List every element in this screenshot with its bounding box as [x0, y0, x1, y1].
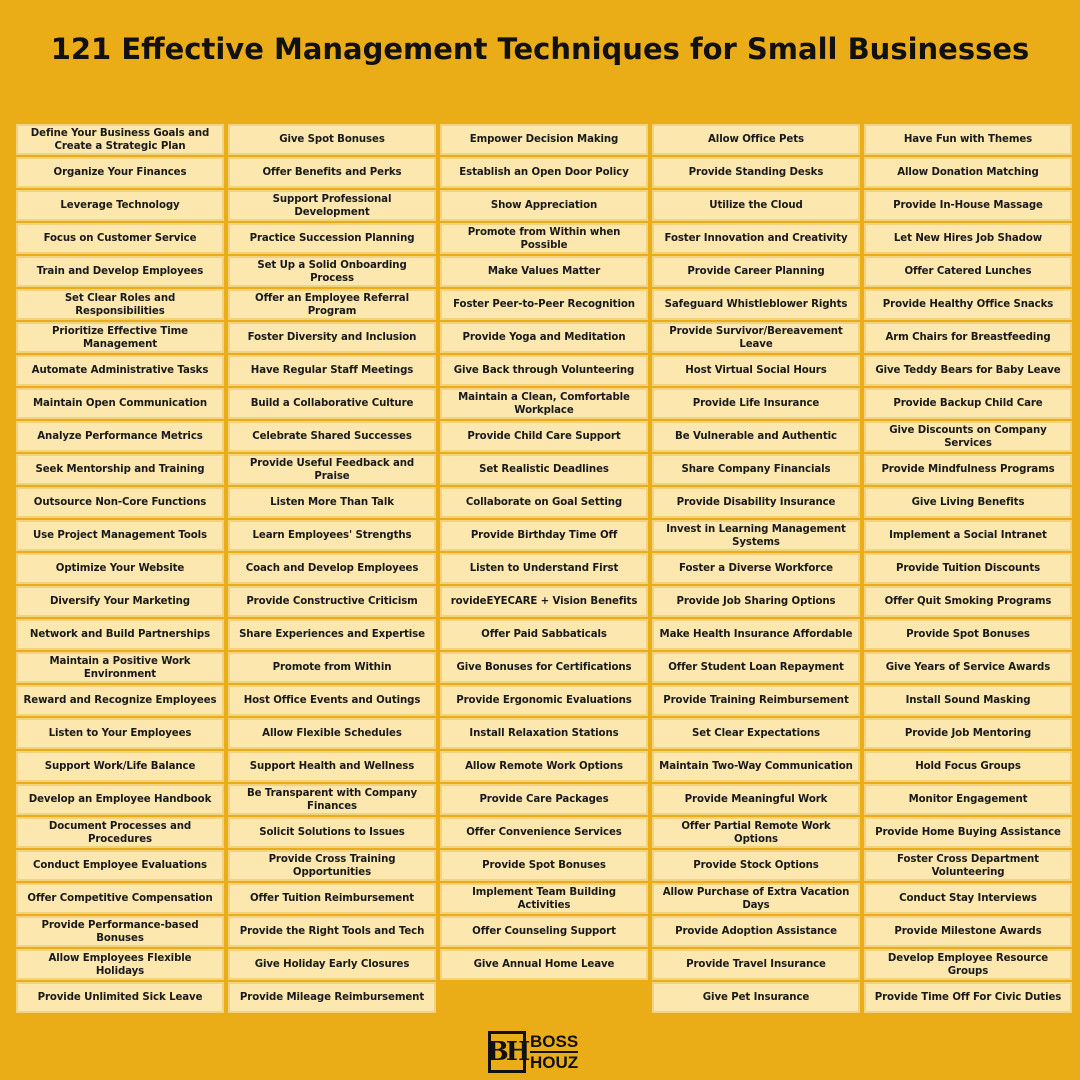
technique-item: Maintain a Clean, Comfortable Workplace	[440, 388, 648, 419]
technique-item: Share Company Financials	[652, 454, 860, 485]
technique-item: Build a Collaborative Culture	[228, 388, 436, 419]
technique-item: Offer Quit Smoking Programs	[864, 586, 1072, 617]
technique-item: Provide Job Mentoring	[864, 718, 1072, 749]
technique-item: Provide Standing Desks	[652, 157, 860, 188]
technique-item: Promote from Within	[228, 652, 436, 683]
technique-item: Provide Job Sharing Options	[652, 586, 860, 617]
technique-item: Provide Backup Child Care	[864, 388, 1072, 419]
technique-item: Provide Mileage Reimbursement	[228, 982, 436, 1013]
technique-item: Safeguard Whistleblower Rights	[652, 289, 860, 320]
technique-item: Network and Build Partnerships	[16, 619, 224, 650]
technique-item: Make Values Matter	[440, 256, 648, 287]
technique-column-5	[864, 124, 1072, 1013]
technique-item: Offer Benefits and Perks	[228, 157, 436, 188]
technique-item: Train and Develop Employees	[16, 256, 224, 287]
technique-item: Provide Constructive Criticism	[228, 586, 436, 617]
technique-item: Foster Innovation and Creativity	[652, 223, 860, 254]
technique-item: Provide the Right Tools and Tech	[228, 916, 436, 947]
technique-item: Allow Flexible Schedules	[228, 718, 436, 749]
technique-item: Foster Cross Department Volunteering	[864, 850, 1072, 881]
technique-item: Define Your Business Goals and Create a Strategic Plan	[16, 124, 224, 155]
technique-item: Prioritize Effective Time Management	[16, 322, 224, 353]
technique-item: Provide Spot Bonuses	[864, 619, 1072, 650]
technique-item: Foster Diversity and Inclusion	[228, 322, 436, 353]
technique-item: Offer Catered Lunches	[864, 256, 1072, 287]
technique-item: Empower Decision Making	[440, 124, 648, 155]
technique-item: Provide Cross Training Opportunities	[228, 850, 436, 881]
technique-item: Outsource Non-Core Functions	[16, 487, 224, 518]
logo-mark: BH	[488, 1031, 526, 1073]
technique-item: Allow Remote Work Options	[440, 751, 648, 782]
technique-item: Allow Employees Flexible Holidays	[16, 949, 224, 980]
technique-item: Install Relaxation Stations	[440, 718, 648, 749]
technique-item: Optimize Your Website	[16, 553, 224, 584]
technique-item: Provide Yoga and Meditation	[440, 322, 648, 353]
technique-item: Offer an Employee Referral Program	[228, 289, 436, 320]
technique-item: Provide Spot Bonuses	[440, 850, 648, 881]
technique-item: Set Realistic Deadlines	[440, 454, 648, 485]
technique-item: Show Appreciation	[440, 190, 648, 221]
technique-item: Diversify Your Marketing	[16, 586, 224, 617]
technique-item: Invest in Learning Management Systems	[652, 520, 860, 551]
technique-item: Give Annual Home Leave	[440, 949, 648, 980]
technique-item: Give Teddy Bears for Baby Leave	[864, 355, 1072, 386]
technique-item: Have Fun with Themes	[864, 124, 1072, 155]
technique-item: Be Transparent with Company Finances	[228, 784, 436, 815]
technique-item: Monitor Engagement	[864, 784, 1072, 815]
technique-item: Offer Student Loan Repayment	[652, 652, 860, 683]
technique-item: Give Back through Volunteering	[440, 355, 648, 386]
technique-item: Give Pet Insurance	[652, 982, 860, 1013]
technique-item: Analyze Performance Metrics	[16, 421, 224, 452]
technique-item: Have Regular Staff Meetings	[228, 355, 436, 386]
technique-item: Implement a Social Intranet	[864, 520, 1072, 551]
technique-item: Provide Stock Options	[652, 850, 860, 881]
technique-item: Provide Unlimited Sick Leave	[16, 982, 224, 1013]
technique-item: Share Experiences and Expertise	[228, 619, 436, 650]
logo-line-1: BOSS	[530, 1032, 579, 1051]
technique-item: Support Professional Development	[228, 190, 436, 221]
technique-item: Provide Performance-based Bonuses	[16, 916, 224, 947]
technique-column-2	[228, 124, 436, 1013]
technique-item: Celebrate Shared Successes	[228, 421, 436, 452]
technique-item: Provide Milestone Awards	[864, 916, 1072, 947]
technique-item: Give Bonuses for Certifications	[440, 652, 648, 683]
technique-item: Allow Office Pets	[652, 124, 860, 155]
technique-item: Conduct Stay Interviews	[864, 883, 1072, 914]
technique-item: Support Work/Life Balance	[16, 751, 224, 782]
technique-column-4	[652, 124, 860, 1013]
technique-item: Offer Paid Sabbaticals	[440, 619, 648, 650]
technique-item: Be Vulnerable and Authentic	[652, 421, 860, 452]
logo-line-2: HOUZ	[530, 1053, 579, 1072]
technique-item: Use Project Management Tools	[16, 520, 224, 551]
technique-item: Offer Counseling Support	[440, 916, 648, 947]
technique-item: Establish an Open Door Policy	[440, 157, 648, 188]
technique-item: Develop Employee Resource Groups	[864, 949, 1072, 980]
technique-item: Learn Employees' Strengths	[228, 520, 436, 551]
technique-item: Leverage Technology	[16, 190, 224, 221]
technique-item: Set Clear Expectations	[652, 718, 860, 749]
technique-item: Provide Ergonomic Evaluations	[440, 685, 648, 716]
technique-item: Give Holiday Early Closures	[228, 949, 436, 980]
technique-item: Reward and Recognize Employees	[16, 685, 224, 716]
technique-item: Provide Mindfulness Programs	[864, 454, 1072, 485]
technique-item: Develop an Employee Handbook	[16, 784, 224, 815]
technique-item: Automate Administrative Tasks	[16, 355, 224, 386]
technique-item: Promote from Within when Possible	[440, 223, 648, 254]
technique-item: Provide Meaningful Work	[652, 784, 860, 815]
technique-item: Allow Purchase of Extra Vacation Days	[652, 883, 860, 914]
technique-item: Provide Birthday Time Off	[440, 520, 648, 551]
technique-item: Give Years of Service Awards	[864, 652, 1072, 683]
technique-item: Practice Succession Planning	[228, 223, 436, 254]
technique-item: Set Clear Roles and Responsibilities	[16, 289, 224, 320]
technique-item: Host Office Events and Outings	[228, 685, 436, 716]
technique-item: Host Virtual Social Hours	[652, 355, 860, 386]
technique-item: Make Health Insurance Affordable	[652, 619, 860, 650]
technique-item: Give Living Benefits	[864, 487, 1072, 518]
technique-item: Offer Tuition Reimbursement	[228, 883, 436, 914]
technique-item: Provide In-House Massage	[864, 190, 1072, 221]
technique-item: Conduct Employee Evaluations	[16, 850, 224, 881]
technique-item: Provide Survivor/Bereavement Leave	[652, 322, 860, 353]
technique-item: Provide Time Off For Civic Duties	[864, 982, 1072, 1013]
technique-item: Provide Life Insurance	[652, 388, 860, 419]
technique-item: Support Health and Wellness	[228, 751, 436, 782]
logo-wordmark	[530, 1032, 578, 1072]
technique-item: Provide Child Care Support	[440, 421, 648, 452]
technique-item: Collaborate on Goal Setting	[440, 487, 648, 518]
technique-item: Provide Training Reimbursement	[652, 685, 860, 716]
technique-column-3	[440, 124, 648, 1013]
technique-item: Focus on Customer Service	[16, 223, 224, 254]
technique-item: Allow Donation Matching	[864, 157, 1072, 188]
technique-item: Hold Focus Groups	[864, 751, 1072, 782]
technique-item: Maintain Open Communication	[16, 388, 224, 419]
technique-item: Set Up a Solid Onboarding Process	[228, 256, 436, 287]
technique-item: Provide Useful Feedback and Praise	[228, 454, 436, 485]
technique-item: Listen More Than Talk	[228, 487, 436, 518]
technique-item: Provide Adoption Assistance	[652, 916, 860, 947]
technique-item: Offer Competitive Compensation	[16, 883, 224, 914]
technique-item: Coach and Develop Employees	[228, 553, 436, 584]
technique-item: Provide Tuition Discounts	[864, 553, 1072, 584]
technique-item: Seek Mentorship and Training	[16, 454, 224, 485]
technique-item: Maintain Two-Way Communication	[652, 751, 860, 782]
technique-item: Provide Home Buying Assistance	[864, 817, 1072, 848]
technique-item: Listen to Your Employees	[16, 718, 224, 749]
technique-item: Listen to Understand First	[440, 553, 648, 584]
technique-item: Install Sound Masking	[864, 685, 1072, 716]
bosshouz-logo	[488, 1029, 610, 1075]
technique-item: Let New Hires Job Shadow	[864, 223, 1072, 254]
technique-item: Implement Team Building Activities	[440, 883, 648, 914]
technique-column-1	[16, 124, 224, 1013]
technique-item: Foster Peer-to-Peer Recognition	[440, 289, 648, 320]
technique-item: Arm Chairs for Breastfeeding	[864, 322, 1072, 353]
technique-item: Give Spot Bonuses	[228, 124, 436, 155]
technique-item: Provide Career Planning	[652, 256, 860, 287]
technique-item: Offer Partial Remote Work Options	[652, 817, 860, 848]
technique-item: Provide Disability Insurance	[652, 487, 860, 518]
technique-item: Document Processes and Procedures	[16, 817, 224, 848]
technique-item: Provide Healthy Office Snacks	[864, 289, 1072, 320]
technique-item: Maintain a Positive Work Environment	[16, 652, 224, 683]
technique-item: Utilize the Cloud	[652, 190, 860, 221]
technique-item: Foster a Diverse Workforce	[652, 553, 860, 584]
technique-item: Organize Your Finances	[16, 157, 224, 188]
technique-item: Give Discounts on Company Services	[864, 421, 1072, 452]
technique-item: rovideEYECARE + Vision Benefits	[440, 586, 648, 617]
technique-item: Solicit Solutions to Issues	[228, 817, 436, 848]
page-title: 121 Effective Management Techniques for Small Businesses	[50, 32, 1030, 66]
techniques-grid	[16, 124, 1072, 1013]
technique-item: Offer Convenience Services	[440, 817, 648, 848]
technique-item: Provide Care Packages	[440, 784, 648, 815]
technique-item: Provide Travel Insurance	[652, 949, 860, 980]
